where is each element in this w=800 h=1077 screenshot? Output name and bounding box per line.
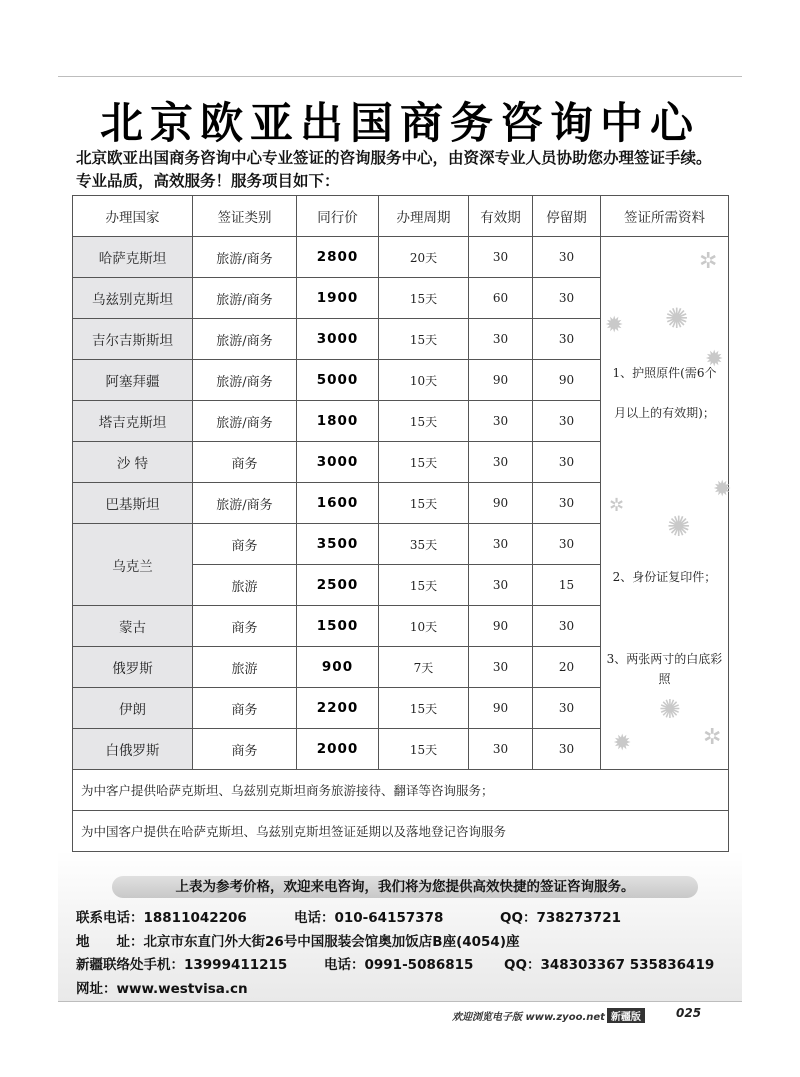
cell-validity: 30 [469, 442, 533, 483]
doc-passport-line-1: 1、护照原件(需6个 [612, 366, 717, 380]
cell-visa-type: 旅游/商务 [193, 483, 297, 524]
cell-validity: 90 [469, 606, 533, 647]
cell-visa-type: 旅游 [193, 565, 297, 606]
header-country: 办理国家 [73, 196, 193, 237]
cell-visa-type: 商务 [193, 442, 297, 483]
contact-phone: 联系电话：18811042206 [76, 910, 247, 926]
cell-visa-type: 商务 [193, 688, 297, 729]
cell-price: 5000 [297, 360, 379, 401]
cell-visa-type: 商务 [193, 524, 297, 565]
cell-stay: 30 [533, 483, 601, 524]
cell-country: 哈萨克斯坦 [73, 237, 193, 278]
cell-country: 乌兹别克斯坦 [73, 278, 193, 319]
reference-price-banner: 上表为参考价格，欢迎来电咨询，我们将为您提供高效快捷的签证咨询服务。 [112, 876, 698, 898]
intro-text [76, 147, 736, 193]
cell-validity: 30 [469, 524, 533, 565]
cell-stay: 20 [533, 647, 601, 688]
note-service-2: 为中国客户提供在哈萨克斯坦、乌兹别克斯坦签证延期以及落地登记咨询服务 [73, 811, 729, 852]
header-stay: 停留期 [533, 196, 601, 237]
cell-stay: 15 [533, 565, 601, 606]
header-price: 同行价 [297, 196, 379, 237]
note-row [73, 770, 729, 811]
cell-visa-type: 旅游/商务 [193, 401, 297, 442]
contact-qq: QQ：738273721 [500, 910, 621, 926]
cell-period: 10天 [379, 606, 469, 647]
xinjiang-qq: QQ：348303367 535836419 [504, 957, 715, 973]
xinjiang-mobile: 新疆联络处手机：13999411215 [76, 957, 288, 973]
cell-stay: 30 [533, 442, 601, 483]
header-documents: 签证所需资料 [601, 196, 729, 237]
table-row [73, 237, 729, 278]
cell-period: 15天 [379, 565, 469, 606]
cell-stay: 30 [533, 319, 601, 360]
doc-photos: 3、两张两寸的白底彩照 [606, 652, 723, 686]
note-service-1: 为中客户提供哈萨克斯坦、乌兹别克斯坦商务旅游接待、翻译等咨询服务； [73, 770, 729, 811]
contact-tel: 电话：010-64157378 [294, 910, 444, 926]
xinjiang-tel: 电话：0991-5086815 [324, 957, 474, 973]
header-visa-type: 签证类别 [193, 196, 297, 237]
cell-validity: 90 [469, 360, 533, 401]
cell-visa-type: 商务 [193, 606, 297, 647]
header-validity: 有效期 [469, 196, 533, 237]
cell-price: 2200 [297, 688, 379, 729]
cell-period: 35天 [379, 524, 469, 565]
cell-price: 3000 [297, 442, 379, 483]
cell-stay: 30 [533, 606, 601, 647]
footer-text: 欢迎浏览电子版 [452, 1012, 522, 1023]
contact-address: 地 址：北京市东直门外大街26号中国服装会馆奥加饭店B座(4054)座 [76, 933, 520, 950]
cell-validity: 90 [469, 688, 533, 729]
cell-country: 白俄罗斯 [73, 729, 193, 770]
cell-country: 阿塞拜疆 [73, 360, 193, 401]
cell-visa-type: 旅游/商务 [193, 319, 297, 360]
cell-country: 伊朗 [73, 688, 193, 729]
cell-period: 15天 [379, 688, 469, 729]
cell-period: 20天 [379, 237, 469, 278]
cell-price: 3500 [297, 524, 379, 565]
cell-period: 7天 [379, 647, 469, 688]
cell-validity: 30 [469, 729, 533, 770]
cell-price: 3000 [297, 319, 379, 360]
cell-visa-type: 旅游/商务 [193, 278, 297, 319]
cell-visa-type: 旅游/商务 [193, 237, 297, 278]
cell-price: 2500 [297, 565, 379, 606]
cell-period: 15天 [379, 319, 469, 360]
cell-stay: 30 [533, 278, 601, 319]
cell-period: 10天 [379, 360, 469, 401]
page-number: 025 [676, 1006, 702, 1020]
page-title: 北京欧亚出国商务咨询中心 [100, 99, 700, 149]
cell-country: 俄罗斯 [73, 647, 193, 688]
note-row [73, 811, 729, 852]
cell-visa-type: 旅游/商务 [193, 360, 297, 401]
cell-price: 2000 [297, 729, 379, 770]
cell-visa-type: 商务 [193, 729, 297, 770]
cell-stay: 30 [533, 401, 601, 442]
cell-price: 2800 [297, 237, 379, 278]
cell-period: 15天 [379, 278, 469, 319]
cell-validity: 90 [469, 483, 533, 524]
cell-visa-type: 旅游 [193, 647, 297, 688]
cell-period: 15天 [379, 483, 469, 524]
intro-line-2: 专业品质，高效服务！服务项目如下： [76, 172, 340, 190]
contact-info [76, 907, 756, 1001]
cell-price: 1900 [297, 278, 379, 319]
cell-country: 塔吉克斯坦 [73, 401, 193, 442]
cell-validity: 30 [469, 401, 533, 442]
documents-cell: ✲ ✹ ✺ ✹ 1、护照原件(需6个 月以上的有效期)； ✹ ✲ ✺ 2、身份证复印件； 3、两张两寸的白底彩照 ✺ ✹ ✲ [601, 237, 729, 770]
cell-validity: 30 [469, 647, 533, 688]
table-header-row [73, 196, 729, 237]
footer-url[interactable]: www.zyoo.net [525, 1012, 605, 1023]
cell-price: 1500 [297, 606, 379, 647]
cell-price: 1800 [297, 401, 379, 442]
page-footer [452, 1006, 702, 1024]
cell-period: 15天 [379, 729, 469, 770]
cell-country: 乌克兰 [73, 524, 193, 606]
cell-validity: 30 [469, 319, 533, 360]
doc-id-copy: 2、身份证复印件； [612, 570, 717, 584]
cell-price: 900 [297, 647, 379, 688]
cell-validity: 30 [469, 565, 533, 606]
cell-country: 巴基斯坦 [73, 483, 193, 524]
cell-country: 吉尔吉斯斯坦 [73, 319, 193, 360]
cell-country: 蒙古 [73, 606, 193, 647]
cell-period: 15天 [379, 442, 469, 483]
cell-stay: 30 [533, 729, 601, 770]
footer-edition-tag: 新疆版 [607, 1008, 645, 1023]
doc-passport-line-2: 月以上的有效期)； [614, 406, 715, 420]
cell-country: 沙 特 [73, 442, 193, 483]
cell-period: 15天 [379, 401, 469, 442]
cell-stay: 30 [533, 688, 601, 729]
intro-line-1: 北京欧亚出国商务咨询中心专业签证的咨询服务中心，由资深专业人员协助您办理签证手续。 [76, 149, 712, 167]
cell-stay: 30 [533, 524, 601, 565]
website-link[interactable]: 网址：www.westvisa.cn [76, 980, 248, 997]
cell-stay: 30 [533, 237, 601, 278]
cell-stay: 90 [533, 360, 601, 401]
header-period: 办理周期 [379, 196, 469, 237]
cell-price: 1600 [297, 483, 379, 524]
visa-price-table [72, 195, 732, 852]
cell-validity: 30 [469, 237, 533, 278]
cell-validity: 60 [469, 278, 533, 319]
